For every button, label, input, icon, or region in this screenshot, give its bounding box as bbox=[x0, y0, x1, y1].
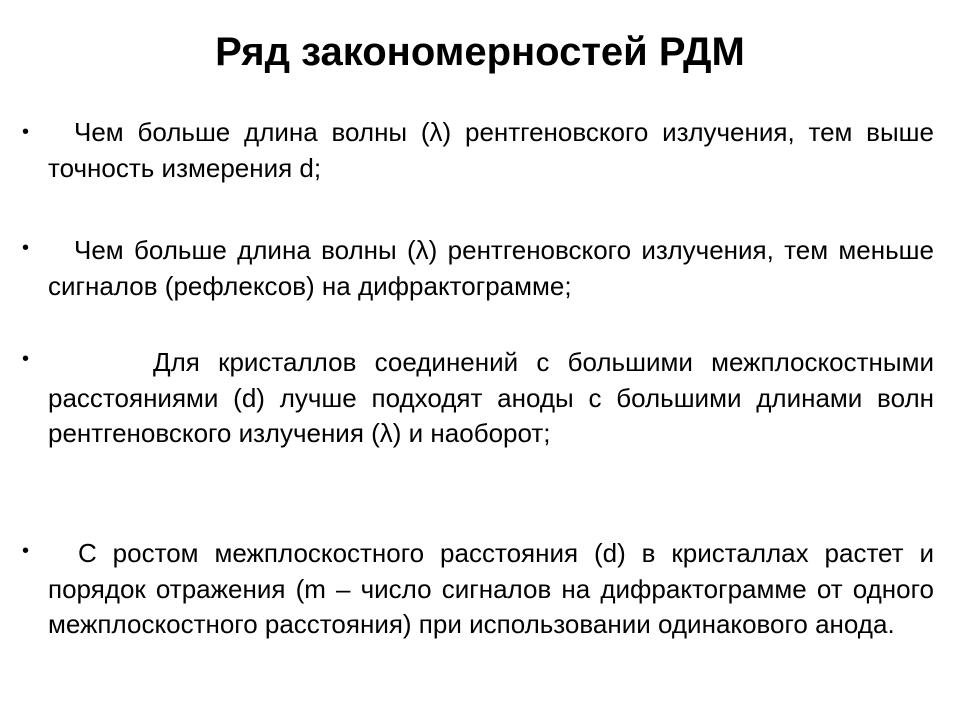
bullet-item-text: Для кристаллов соединений с большими межплоскостными расстояниями (d) лучше подходят аноды с большими длинами волн рентгеновского излучения (λ) и наоборот; bbox=[48, 347, 934, 448]
bullet-item-text: С ростом межплоскостного расстояния (d) в кристаллах растет и порядок отражения (m – число сигналов на дифрактограмме от одного межплоскостного расстояния) при использовании одинакового анода. bbox=[48, 538, 934, 639]
bullet-marker: • bbox=[22, 540, 30, 562]
bullet-item bbox=[48, 115, 934, 186]
slide-title: Ряд закономерностей РДМ bbox=[215, 30, 745, 74]
bullet-marker: • bbox=[22, 237, 30, 259]
bullet-item-text: Чем больше длина волны (λ) рентгеновского излучения, тем меньше сигналов (рефлексов) на дифрактограмме; bbox=[48, 235, 934, 301]
bullet-item-text: Чем больше длина волны (λ) рентгеновского излучения, тем выше точность измерения d; bbox=[48, 117, 934, 183]
bullet-marker: • bbox=[22, 348, 30, 370]
bullet-marker: • bbox=[22, 121, 30, 143]
bullet-item bbox=[48, 345, 934, 452]
bullet-item bbox=[48, 536, 934, 643]
bullet-item bbox=[48, 233, 934, 304]
